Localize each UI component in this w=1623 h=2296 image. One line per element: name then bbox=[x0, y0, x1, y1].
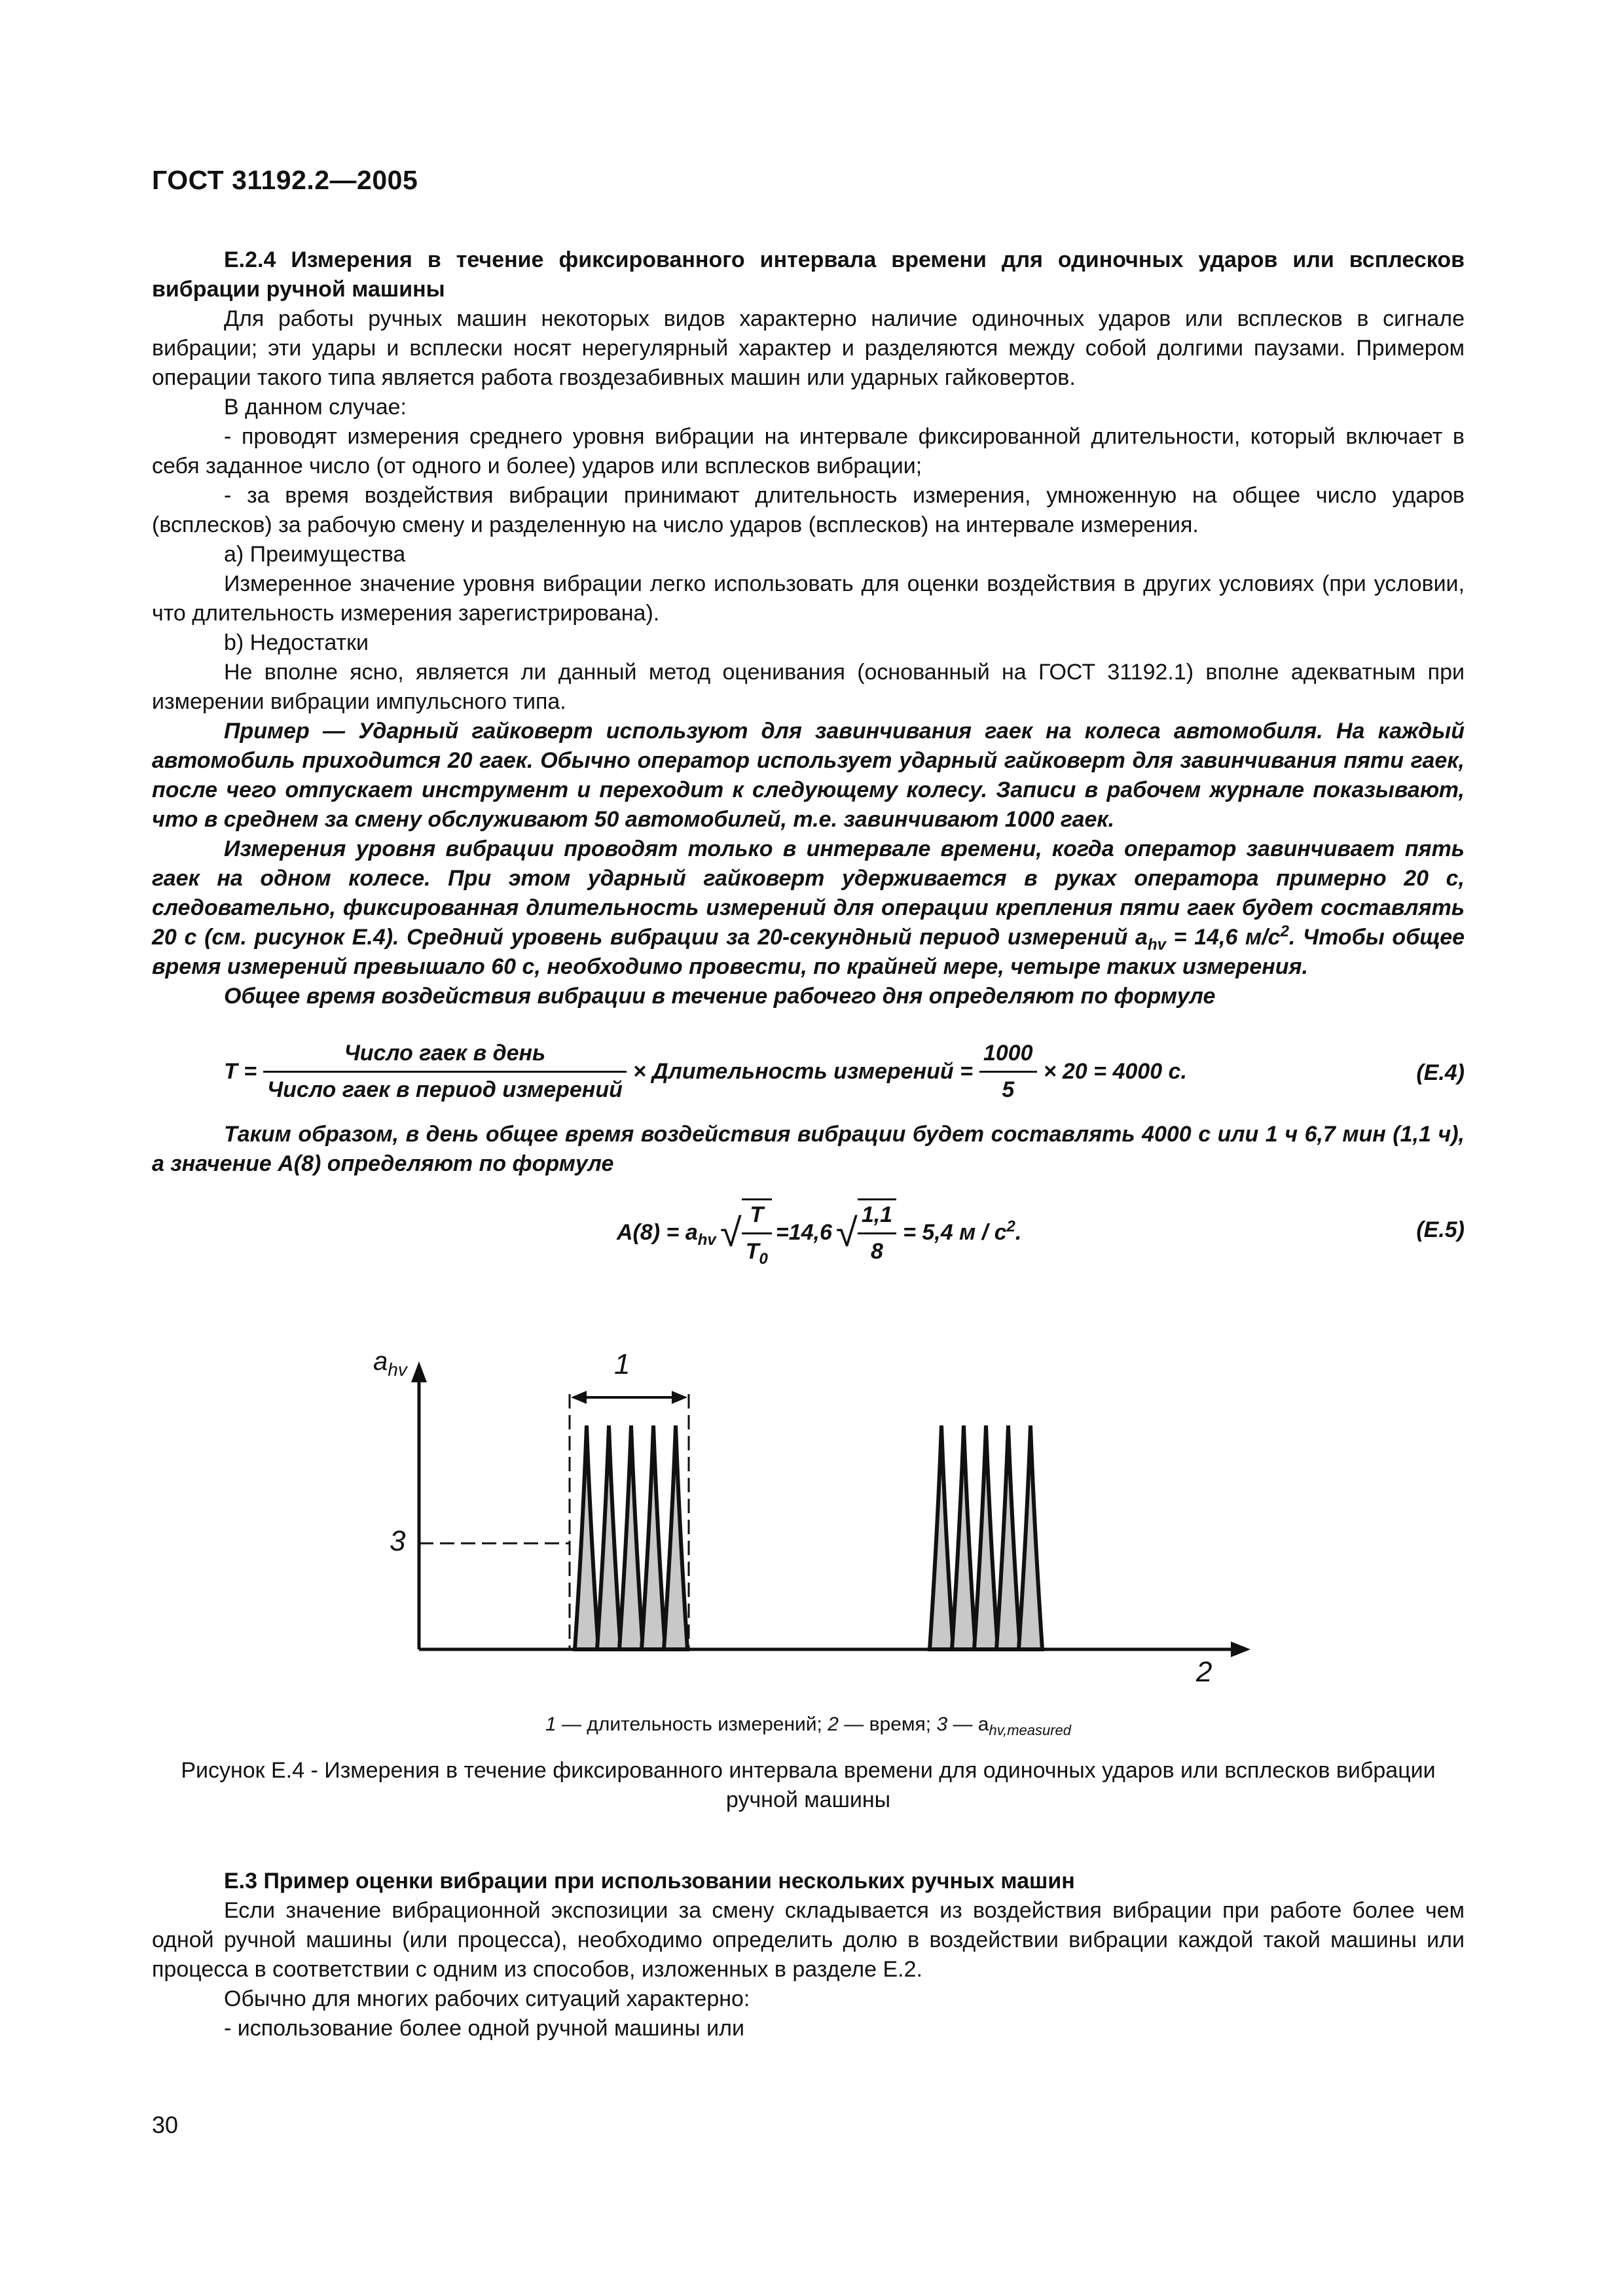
formula-middle: × Длительность измерений = bbox=[632, 1059, 973, 1084]
y-axis-arrow-icon bbox=[411, 1361, 427, 1382]
paragraph: Обычно для многих рабочих ситуаций характерно: bbox=[224, 1986, 750, 2011]
figure-legend: 1 — длительность измерений; 2 — время; 3 — $a_{hv,measured}$ bbox=[545, 1713, 1072, 1738]
pulse-spike bbox=[974, 1426, 998, 1649]
formula-fraction-2: $\frac{1000}{5}$ bbox=[979, 1039, 1037, 1105]
pulse-spike bbox=[619, 1426, 643, 1649]
equation-label: (Е.4) bbox=[1416, 1060, 1465, 1085]
figure-e4 bbox=[354, 1335, 1270, 1715]
section-title: Е.3 Пример оценки вибрации при использовании нескольких ручных машин bbox=[224, 1869, 1075, 1893]
example-paragraph: Таким образом, в день общее время воздействия вибрации будет составлять 4000 с или 1 ч 6,7 мин (1,1 ч), а значение A(8) определяют по формуле bbox=[152, 1122, 1465, 1176]
section-e3 bbox=[152, 1867, 1465, 2043]
section-title: Е.2.4 Измерения в течение фиксированного интервала времени для одиночных ударов или всплесков вибрации ручной машины bbox=[152, 247, 1465, 302]
y-axis-label: $a_{hv}$ bbox=[373, 1347, 407, 1380]
pulse-spike bbox=[597, 1426, 621, 1649]
paragraph: b) Недостатки bbox=[224, 630, 369, 655]
pulse-spike bbox=[996, 1426, 1020, 1649]
document-header: ГОСТ 31192.2—2005 bbox=[152, 165, 418, 195]
pulse-spike bbox=[642, 1426, 665, 1649]
x-axis-arrow-icon bbox=[1231, 1641, 1250, 1657]
page-number: 30 bbox=[152, 2111, 179, 2138]
formula-lhs: T = bbox=[224, 1059, 257, 1084]
list-item: - проводят измерения среднего уровня вибрации на интервале фиксированной длительности, который включает в себя заданное число (от одного и более) ударов или всплесков вибрации; bbox=[152, 424, 1465, 478]
label-1: 1 bbox=[614, 1348, 630, 1380]
formula-fraction: $\frac{\text{Число гаек в день}}{\text{Число гаек в период измерений}}$ bbox=[263, 1039, 627, 1105]
formula-fraction-2: $\frac{1,1}{8}$ bbox=[858, 1198, 896, 1266]
paragraph: В данном случае: bbox=[224, 395, 407, 420]
example-paragraph: Пример — Ударный гайковерт используют для завинчивания гаек на колеса автомобиля. На каждый автомобиль приходится 20 гаек. Обычно оператор использует ударный гайковерт для завинчивания пяти гаек, после чего отпускает инструмент и переходит к следующему колесу. Записи в рабочем журнале показывают, что в среднем за смену обслуживают 50 автомобилей, т.е. завинчивают 1000 гаек. bbox=[152, 719, 1465, 832]
list-item: - за время воздействия вибрации принимают длительность измерения, умноженную на общее число ударов (всплесков) за рабочую смену и разделенную на число ударов (всплесков) на интервале измерения. bbox=[152, 483, 1465, 537]
formula-lhs: $A(8) = a_{hv}$ bbox=[617, 1219, 716, 1249]
pulse-spike bbox=[575, 1426, 598, 1649]
pulse-diagram bbox=[354, 1335, 1270, 1715]
paragraph: Не вполне ясно, является ли данный метод оценивания (основанный на ГОСТ 31192.1) вполне адекватным при измерении вибрации импульсного типа. bbox=[152, 660, 1465, 714]
example-paragraph: Измерения уровня вибрации проводят только в интервале времени, когда оператор завинчивает пять гаек на одном колесе. При этом ударный гайковерт удерживается в руках оператора примерно 20 с, следовательно, фиксированная длительность измерений для операции крепления пяти гаек будет составлять 20 с (см. рисунок Е.4). Средний уровень вибрации за 20-секундный период измерений $a_{hv} = 14,6$ $м/с^2$. Чтобы общее время измерений превышало 60 с, необходимо провести, по крайней мере, четыре таких измерения. bbox=[152, 836, 1465, 979]
formula-e4 bbox=[152, 1024, 1465, 1109]
section-e24 bbox=[152, 245, 1465, 1266]
pulse-spike bbox=[930, 1426, 953, 1649]
paragraph: Измеренное значение уровня вибрации легко использовать для оценки воздействия в других условиях (при условии, что длительность измерения зарегистрирована). bbox=[152, 571, 1465, 626]
label-2: 2 bbox=[1196, 1656, 1213, 1688]
formula-e5: $A(8) = a_{hv}$ √ $\frac{T}{T_0}$ =14,6 √ $\frac{1,1}{8}$ = 5,4 м / $с^2$. (Е.5) bbox=[152, 1188, 1465, 1266]
equation-label: (Е.5) bbox=[1416, 1217, 1465, 1242]
formula-fraction: $\frac{T}{T_0}$ bbox=[742, 1198, 772, 1266]
paragraph: Если значение вибрационной экспозиции за смену складывается из воздействия вибрации при работе более чем одной ручной машины (или процесса), необходимо определить долю в воздействии вибрации каждой такой машины или процесса в соответствии с одним из способов, изложенных в разделе Е.2. bbox=[152, 1898, 1465, 1982]
sqrt-icon: √ bbox=[835, 1210, 858, 1255]
paragraph: Для работы ручных машин некоторых видов характерно наличие одиночных ударов или всплесков в сигнале вибрации; эти удары и всплески носят нерегулярный характер и разделяются между собой долгими паузами. Примером операции такого типа является работа гвоздезабивных машин или ударных гайковертов. bbox=[152, 306, 1465, 390]
label-3: 3 bbox=[390, 1525, 406, 1557]
pulse-spike bbox=[664, 1426, 687, 1649]
pulse-spike bbox=[952, 1426, 976, 1649]
figure-caption: Рисунок Е.4 - Измерения в течение фиксированного интервала времени для одиночных ударов или всплесков вибрации ручной машины bbox=[181, 1758, 1436, 1812]
list-item: - использование более одной ручной машины или bbox=[224, 2016, 744, 2041]
pulse-group-measured bbox=[575, 1426, 687, 1649]
pulse-spike bbox=[1019, 1426, 1042, 1649]
paragraph: а) Преимущества bbox=[224, 542, 406, 567]
formula-tail: × 20 = 4000 с. bbox=[1043, 1059, 1187, 1084]
arrow-right-icon bbox=[672, 1391, 687, 1404]
arrow-left-icon bbox=[571, 1391, 587, 1404]
pulse-group-later bbox=[930, 1426, 1042, 1649]
sqrt-icon: √ bbox=[720, 1210, 742, 1255]
example-paragraph: Общее время воздействия вибрации в течение рабочего дня определяют по формуле bbox=[224, 984, 1216, 1009]
